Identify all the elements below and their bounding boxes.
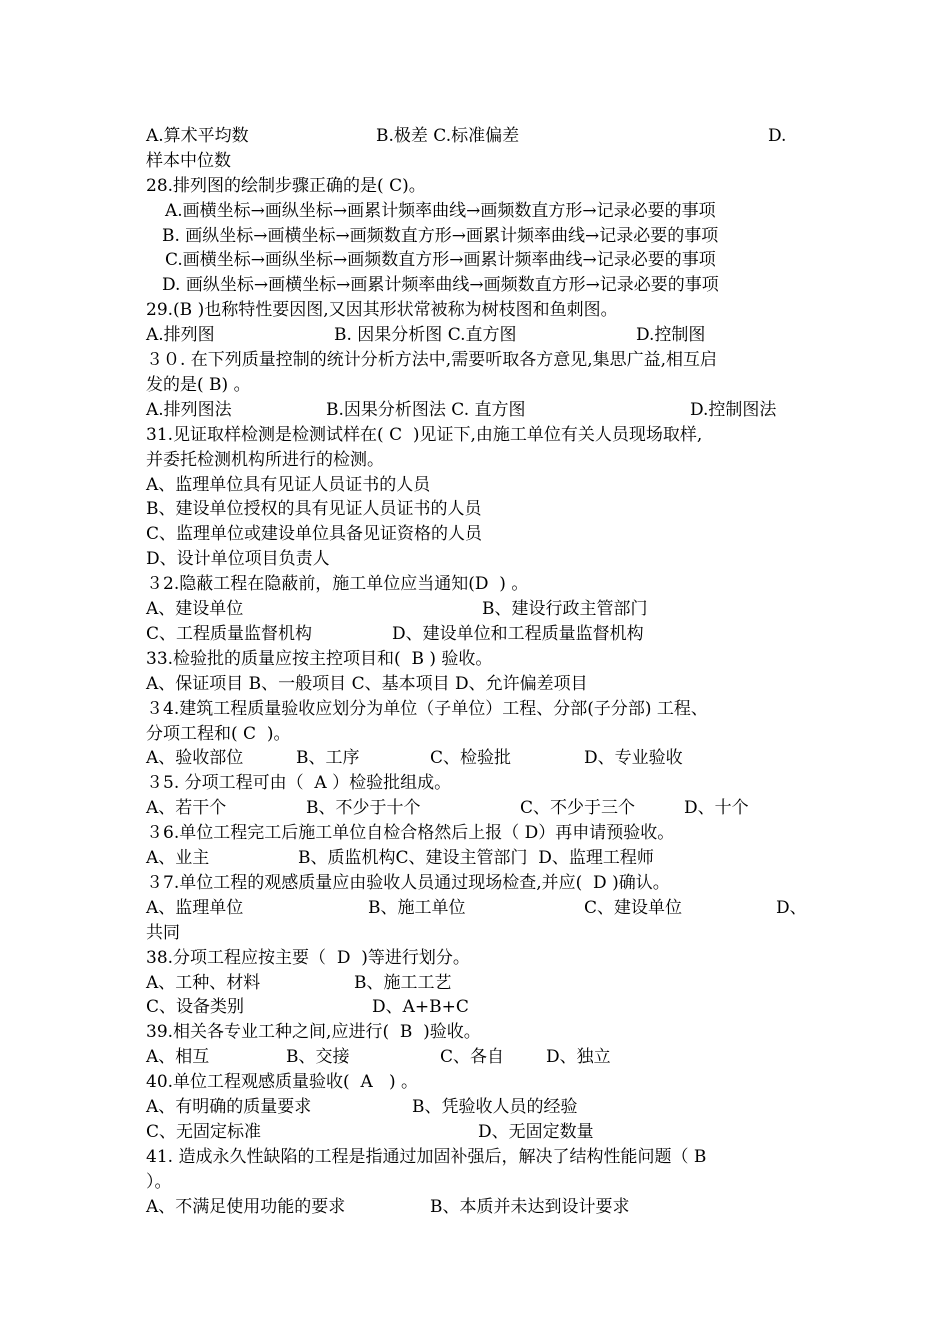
option-line: B、建设行政主管部门 [482,599,648,619]
question-heading: ３6.单位工程完工后施工单位自检合格然后上报（ D）再申请预验收。 [146,823,675,843]
option-line: B、交接 [286,1047,350,1067]
option-line: B、本质并未达到设计要求 [430,1197,630,1217]
option-line: B、凭验收人员的经验 [412,1097,578,1117]
option-line: C、监理单位或建设单位具备见证资格的人员 [146,524,483,544]
option-line: C、检验批 [430,748,512,768]
question-heading: 41. 造成永久性缺陷的工程是指通过加固补强后，解决了结构性能问题（ B [146,1147,707,1167]
question-heading: 33.检验批的质量应按主控项目和( B ) 验收。 [146,649,493,669]
question-heading: ３4.建筑工程质量验收应划分为单位（子单位）工程、分部(子分部) 工程、 [146,699,708,719]
question-heading: 38.分项工程应按主要（ D )等进行划分。 [146,948,470,968]
text-line: 共同 [146,923,180,943]
option-line: A.排列图法 [146,400,232,420]
option-line: D、无固定数量 [478,1122,594,1142]
option-line: B.因果分析图法 C. 直方图 [326,400,526,420]
option-line: C、各自 [440,1047,505,1067]
option-line: A、监理单位 [146,898,244,918]
question-heading: 39.相关各专业工种之间,应进行( B )验收。 [146,1022,481,1042]
option-line: A、业主 [146,848,210,868]
question-heading: ３5. 分项工程可由（ A ）检验批组成。 [146,773,452,793]
text-line: D. [768,126,787,146]
option-line: A、不满足使用功能的要求 [146,1197,346,1217]
option-line: D.控制图 [636,325,706,345]
question-heading: ３０. 在下列质量控制的统计分析方法中,需要听取各方意见,集思广益,相互启 [146,350,718,370]
text-line: ）。 [146,1172,172,1192]
option-line: D、独立 [546,1047,611,1067]
option-line: D、专业验收 [584,748,683,768]
option-line: B、不少于十个 [306,798,421,818]
option-line: A、若干个 [146,798,227,818]
option-line: D、建设单位和工程质量监督机构 [392,624,644,644]
question-heading: ３7.单位工程的观感质量应由验收人员通过现场检查,并应( D )确认。 [146,873,670,893]
option-line: A、保证项目 B、一般项目 C、基本项目 D、允许偏差项目 [146,674,588,694]
option-line: D. 画纵坐标→画横坐标→画累计频率曲线→画频数直方形→记录必要的事项 [162,275,719,295]
option-line: B、建设单位授权的具有见证人员证书的人员 [146,499,482,519]
option-line: D、十个 [684,798,749,818]
option-line: D、A+B+C [372,997,469,1017]
option-line: A、工种、材料 [146,973,261,993]
option-line: A、相互 [146,1047,210,1067]
text-line: A.算术平均数 [146,126,249,146]
option-line: A.画横坐标→画纵坐标→画累计频率曲线→画频数直方形→记录必要的事项 [165,201,716,221]
option-line: A.排列图 [146,325,215,345]
question-heading: 29.(B )也称特性要因图,又因其形状常被称为树枝图和鱼刺图。 [146,300,618,320]
option-line: A、验收部位 [146,748,244,768]
option-line: B、工序 [296,748,360,768]
option-line: B、施工单位 [368,898,466,918]
question-heading: 40.单位工程观感质量验收( A ) 。 [146,1072,418,1092]
option-line: D、设计单位项目负责人 [146,549,330,569]
option-line: C、不少于三个 [520,798,636,818]
option-line: C、设备类别 [146,997,245,1017]
question-heading: 31.见证取样检测是检测试样在( C )见证下,由施工单位有关人员现场取样, [146,425,703,445]
option-line: A、有明确的质量要求 [146,1097,312,1117]
option-line: B. 画纵坐标→画横坐标→画频数直方形→画累计频率曲线→记录必要的事项 [162,226,719,246]
option-line: D.控制图法 [690,400,777,420]
text-line: 样本中位数 [146,151,231,171]
text-line: 分项工程和( C )。 [146,724,291,744]
option-line: A、建设单位 [146,599,244,619]
option-line: B. 因果分析图 C.直方图 [334,325,517,345]
text-line: 并委托检测机构所进行的检测。 [146,450,384,470]
option-line: C、工程质量监督机构 [146,624,313,644]
option-line: C、无固定标准 [146,1122,262,1142]
option-line: C、建设单位 [584,898,683,918]
question-heading: ３2.隐蔽工程在隐蔽前，施工单位应当通知(D ) 。 [146,574,529,594]
option-line: C.画横坐标→画纵坐标→画频数直方形→画累计频率曲线→记录必要的事项 [165,250,716,270]
text-line: B.极差 C.标准偏差 [376,126,520,146]
option-line: B、质监机构C、建设主管部门 D、监理工程师 [298,848,654,868]
text-line: 发的是( B) 。 [146,375,251,395]
option-line: A、监理单位具有见证人员证书的人员 [146,475,431,495]
question-heading: 28.排列图的绘制步骤正确的是( C)。 [146,176,426,196]
option-line: D、 [776,898,807,918]
option-line: B、施工工艺 [354,973,452,993]
